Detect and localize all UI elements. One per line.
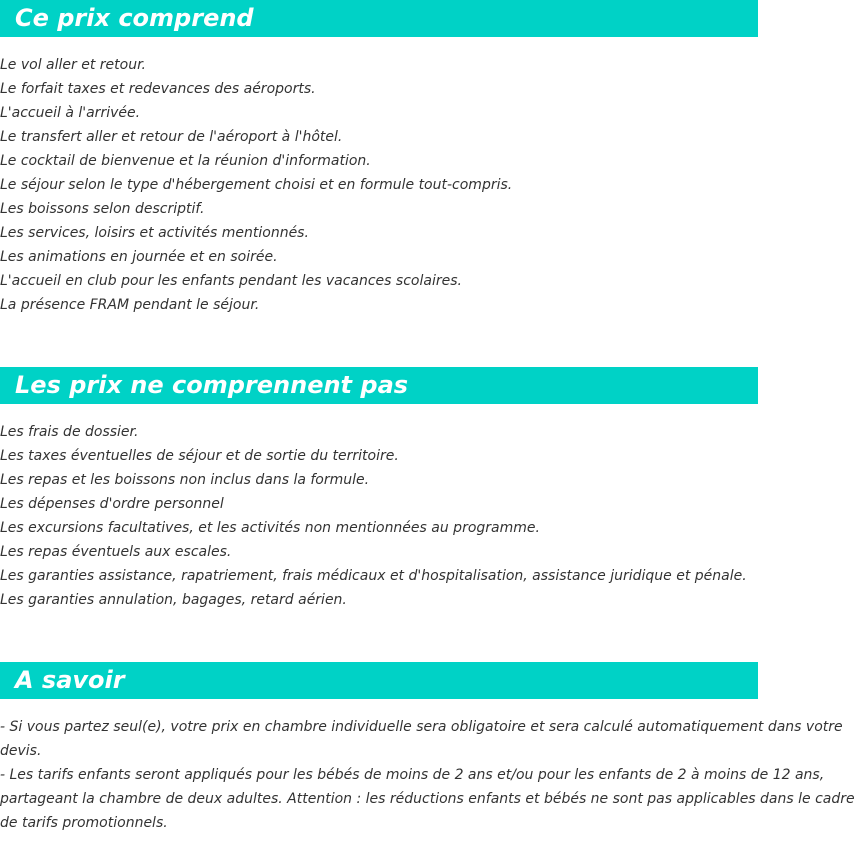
good-to-know-section-title: A savoir [15,666,125,694]
list-item: Les garanties annulation, bagages, retard aérien. [0,592,347,608]
included-items-list [0,53,512,317]
included-section-title: Ce prix comprend [15,4,254,32]
list-item: Le transfert aller et retour de l'aéroport à l'hôtel. [0,129,343,145]
note-line: - Si vous partez seul(e), votre prix en chambre individuelle sera obligatoire et sera calculé automatiquement dans votre [0,719,843,735]
excluded-section-header [0,367,758,404]
note-line: partageant la chambre de deux adultes. Attention : les réductions enfants et bébés ne sont pas applicables dans le cadre [0,791,855,807]
note-line: - Les tarifs enfants seront appliqués pour les bébés de moins de 2 ans et/ou pour les enfants de 2 à moins de 12 ans, [0,767,825,783]
list-item: Les frais de dossier. [0,424,139,440]
note-line: de tarifs promotionnels. [0,815,168,831]
excluded-items-list [0,420,747,612]
list-item: Les boissons selon descriptif. [0,201,205,217]
list-item: L'accueil à l'arrivée. [0,105,141,121]
list-item: Les excursions facultatives, et les activités non mentionnées au programme. [0,520,540,536]
list-item: L'accueil en club pour les enfants pendant les vacances scolaires. [0,273,462,289]
good-to-know-text [0,715,855,835]
excluded-section-title: Les prix ne comprennent pas [15,371,409,399]
list-item: Le cocktail de bienvenue et la réunion d'information. [0,153,371,169]
list-item: Le vol aller et retour. [0,57,147,73]
list-item: La présence FRAM pendant le séjour. [0,297,260,313]
list-item: Le forfait taxes et redevances des aéroports. [0,81,316,97]
list-item: Les garanties assistance, rapatriement, frais médicaux et d'hospitalisation, assistance juridique et pénale. [0,568,747,584]
note-line: devis. [0,743,42,759]
list-item: Les services, loisirs et activités mentionnés. [0,225,309,241]
list-item: Les dépenses d'ordre personnel [0,496,224,512]
list-item: Les repas et les boissons non inclus dans la formule. [0,472,370,488]
list-item: Le séjour selon le type d'hébergement choisi et en formule tout-compris. [0,177,513,193]
included-section-header [0,0,758,37]
list-item: Les taxes éventuelles de séjour et de sortie du territoire. [0,448,399,464]
good-to-know-section-header [0,662,758,699]
list-item: Les animations en journée et en soirée. [0,249,278,265]
list-item: Les repas éventuels aux escales. [0,544,232,560]
